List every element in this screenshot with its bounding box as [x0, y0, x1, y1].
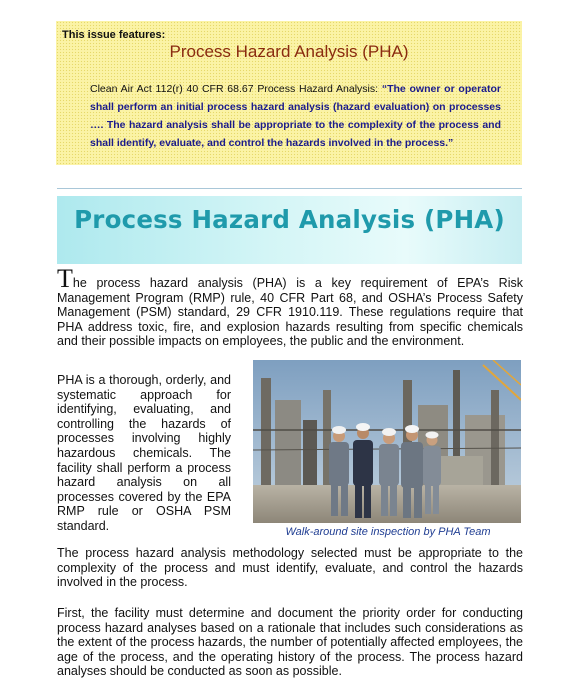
citation-plain-text: Clean Air Act 112(r) 40 CFR 68.67 Process Hazard Analysis:	[90, 83, 379, 95]
title-banner	[57, 196, 522, 264]
drop-cap: T	[57, 264, 73, 293]
priority-order-paragraph: First, the facility must determine and document the priority order for conducting process hazard analyses based on a rationale that includes such considerations as the extent of the process hazards, the number of potentially affected employees, the age of the process, and the operating history of the process. The process hazard analyses should be conducted as soon as possible.	[57, 606, 523, 679]
issue-features-box	[56, 21, 522, 165]
issue-features-heading: This issue features:	[62, 29, 166, 41]
pha-definition-paragraph: PHA is a thorough, orderly, and systematic approach for identifying, evaluating, and controlling the hazards of processes involving highly hazardous chemicals. The facility shall perform a process hazard analysis on all processes covered by the EPA RMP rule or OSHA PSM standard.	[57, 373, 231, 533]
methodology-paragraph: The process hazard analysis methodology selected must be appropriate to the complexity of the process and must identify, evaluate, and control the hazards involved in the process.	[57, 546, 523, 590]
issue-features-title: Process Hazard Analysis (PHA)	[169, 42, 409, 61]
site-inspection-photo	[253, 360, 521, 523]
page-title: Process Hazard Analysis (PHA)	[74, 205, 505, 234]
site-inspection-illustration	[253, 360, 521, 523]
intro-paragraph	[57, 264, 523, 349]
section-divider	[57, 188, 522, 189]
intro-text: he process hazard analysis (PHA) is a key requirement of EPA’s Risk Management Program (RMP) rule, 40 CFR Part 68, and OSHA’s Process Safety Management (PSM) standard, 29 CFR 1910.119. These regulations require that PHA address toxic, fire, and explosion hazards resulting from specific chemicals and their possible impacts on employees, the public and the environment.	[57, 276, 523, 349]
regulation-citation	[90, 80, 501, 152]
photo-caption: Walk-around site inspection by PHA Team	[285, 526, 491, 538]
citation-quote: “The owner or operator shall perform an initial process hazard analysis (hazard evaluation) on processes …. The hazard analysis shall be appropriate to the complexity of the process and shall identify, evaluate, and control the hazards involved in the process.”	[90, 83, 502, 149]
